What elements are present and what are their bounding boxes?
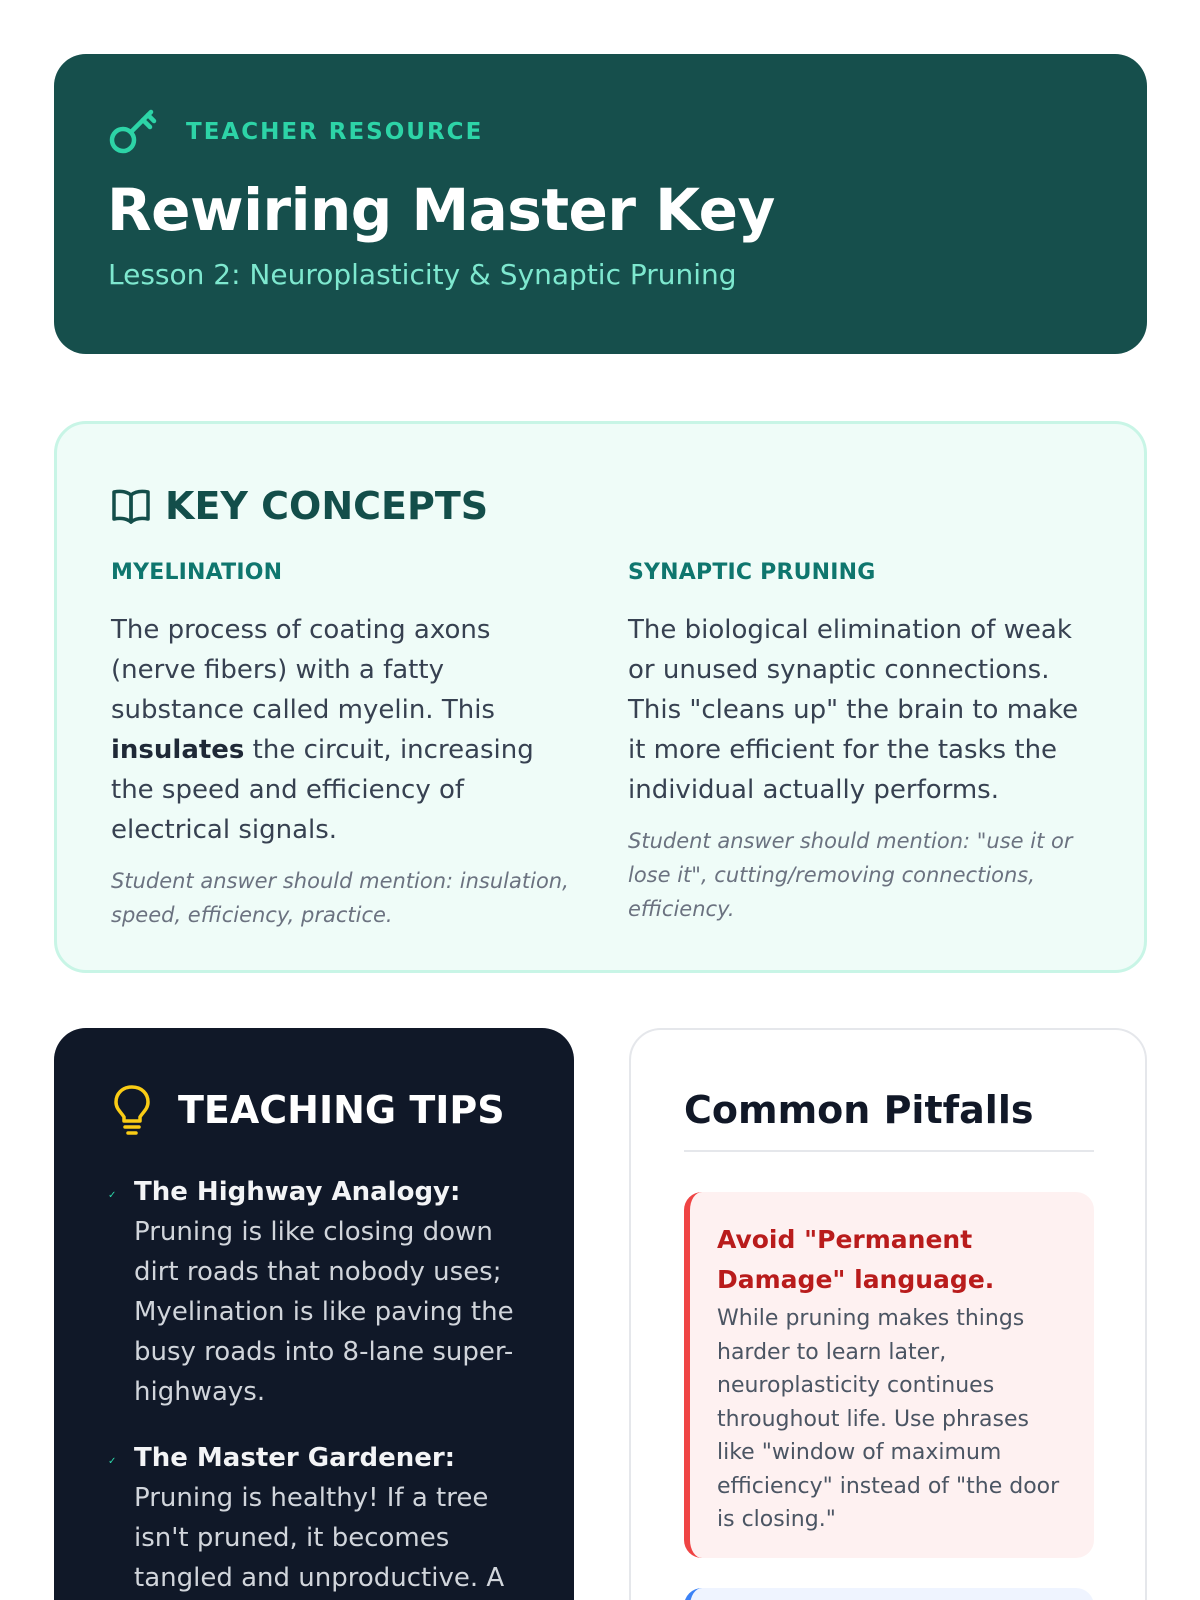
tip-title: The Master Gardener: (134, 1443, 456, 1473)
divider (684, 1150, 1094, 1152)
check-icon: ✓ (108, 1190, 117, 1201)
concept-myelination (111, 560, 581, 932)
tip-item (108, 1172, 528, 1412)
key-icon (108, 107, 158, 157)
check-icon: ✓ (108, 1456, 117, 1467)
definition-text: the circuit, increasing the speed and efficiency of electrical signals. (111, 735, 534, 845)
page-title: Rewiring Master Key (107, 176, 775, 244)
lightbulb-icon (112, 1084, 152, 1136)
teaching-tips-title: TEACHING TIPS (178, 1088, 505, 1132)
key-concepts-heading (111, 484, 488, 528)
tip-title: The Highway Analogy: (134, 1177, 461, 1207)
tip-text: Pruning is healthy! If a tree isn't pruned, it becomes tangled and unproductive. A (134, 1483, 505, 1593)
concept-term: SYNAPTIC PRUNING (628, 560, 876, 585)
pitfall-callout-partial (684, 1588, 1094, 1600)
common-pitfalls-card (629, 1028, 1147, 1600)
book-icon (111, 488, 151, 524)
key-concepts-card (54, 421, 1147, 973)
pitfall-callout (684, 1192, 1094, 1558)
definition-text: The biological elimination of weak or unused synaptic connections. This "cleans up" the brain to make it more efficient for the tasks the individual actually performs. (628, 615, 1079, 805)
pitfalls-title: Common Pitfalls (684, 1088, 1034, 1132)
header-banner (54, 54, 1147, 354)
concept-definition (628, 610, 1103, 810)
answer-note: Student answer should mention: insulation, speed, efficiency, practice. (111, 869, 569, 927)
teaching-tips-card (54, 1028, 574, 1600)
pitfall-title: Avoid "Permanent Damage" language. (717, 1225, 995, 1294)
concept-definition (111, 610, 581, 850)
concept-synaptic-pruning (628, 560, 1103, 926)
eyebrow-row (108, 110, 483, 154)
pitfall-text: While pruning makes things harder to learn later, neuroplasticity continues throughout life. Use phrases like "window of maximum efficiency" instead of "the door is closing." (717, 1306, 1060, 1532)
key-concepts-title: KEY CONCEPTS (165, 484, 489, 528)
tip-text: Pruning is like closing down dirt roads that nobody uses; Myelination is like paving the busy roads into 8-lane super-highways. (134, 1217, 514, 1407)
definition-text: The process of coating axons (nerve fibers) with a fatty substance called myelin. This (111, 615, 495, 725)
tips-list (108, 1172, 528, 1600)
definition-emphasis: insulates (111, 735, 245, 765)
teaching-tips-heading (112, 1084, 505, 1136)
tip-item (108, 1438, 528, 1598)
page-subtitle: Lesson 2: Neuroplasticity & Synaptic Pruning (108, 258, 737, 291)
eyebrow-label: TEACHER RESOURCE (186, 119, 484, 145)
concept-term: MYELINATION (111, 560, 283, 585)
answer-note: Student answer should mention: "use it or lose it", cutting/removing connections, efficiency. (628, 829, 1073, 921)
